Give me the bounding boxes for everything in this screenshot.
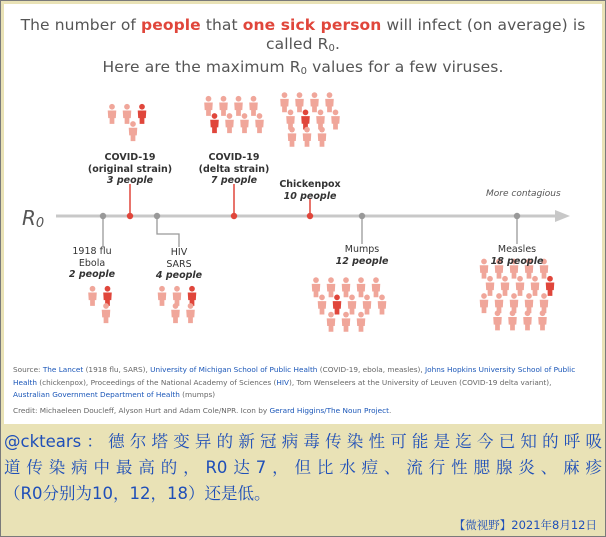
virus-count: 10 people <box>283 190 337 202</box>
person-icon <box>331 110 340 130</box>
footer-date: 【微视野】2021年8月12日 <box>453 518 597 532</box>
person-icon <box>342 312 351 332</box>
person-icon <box>372 277 381 297</box>
caption-line: @cktears：德尔塔变异的新冠病毒传染性可能是迄今已知的呼吸 <box>4 432 602 451</box>
sources-prefix: Source: <box>13 365 43 374</box>
sick-person-icon <box>546 276 555 296</box>
credit-link[interactable]: Gerard Higgins/The Noun Project <box>269 406 389 415</box>
person-icon <box>108 104 117 124</box>
person-icon <box>342 277 351 297</box>
virus-label <box>467 244 567 267</box>
person-icon <box>186 303 195 323</box>
more-contagious-label: More contagious <box>486 189 561 199</box>
virus-count: 3 people <box>106 175 154 186</box>
person-icon <box>348 295 357 315</box>
source-link-hiv[interactable]: HIV <box>276 377 290 387</box>
credit-text: Credit: Michaeleen Doucleff, Alyson Hurt and Adam Cole/NPR. Icon by <box>13 406 270 415</box>
sources-text: ), Tom Wenseleers at the University of Leuven (COVID-19 delta variant), <box>289 377 552 387</box>
person-icon <box>531 276 540 296</box>
headline-part: that <box>200 16 243 34</box>
person-icon <box>312 277 321 297</box>
person-icon <box>288 127 297 147</box>
virus-marker <box>231 213 237 219</box>
source-link-jhu[interactable]: Johns Hopkins University School of Public Health <box>13 365 576 387</box>
headline-people: people <box>141 16 201 34</box>
person-icon <box>378 295 387 315</box>
person-icon <box>303 127 312 147</box>
person-icon <box>480 293 489 313</box>
person-icon <box>325 92 334 112</box>
axis-label <box>22 206 44 231</box>
virus-marker <box>307 213 313 219</box>
axis-arrow <box>555 210 570 222</box>
headline-subscript: 0 <box>328 43 335 54</box>
sources-text: (chickenpox), Proceedings of the National Academy of Sciences ( <box>36 377 277 387</box>
sources-text: (1918 flu, SARS), <box>83 365 151 374</box>
person-icon <box>158 286 167 306</box>
virus-label <box>312 244 412 267</box>
virus-name-2: (original strain) <box>87 163 173 175</box>
person-icon <box>310 92 319 112</box>
headline-part: will infect (on average) is called R <box>265 16 586 53</box>
person-icon <box>234 96 243 116</box>
headline-line2: Here are the maximum R <box>102 58 301 76</box>
virus-marker <box>127 213 133 219</box>
virus-label <box>129 247 229 282</box>
person-icon <box>173 286 182 306</box>
virus-count: 7 people <box>210 175 258 186</box>
virus-count: 2 people <box>68 269 116 280</box>
virus-name: 1918 flu <box>72 246 112 257</box>
headline-sick-person: one sick person <box>242 16 382 34</box>
virus-count: 18 people <box>490 255 544 267</box>
virus-count: 4 people <box>155 270 203 281</box>
source-link-lancet[interactable]: The Lancet <box>42 365 84 374</box>
person-icon <box>357 277 366 297</box>
source-link-australia[interactable]: Australian Government Department of Health <box>13 390 180 399</box>
virus-marker <box>514 213 520 219</box>
person-icon <box>225 113 234 133</box>
virus-count: 12 people <box>335 255 389 267</box>
person-icon <box>523 310 532 330</box>
headline-line2-end: values for a few viruses. <box>307 58 504 76</box>
sick-person-icon <box>210 113 219 133</box>
virus-marker <box>154 213 160 219</box>
virus-name-2: (delta strain) <box>198 163 270 175</box>
person-icon <box>280 92 289 112</box>
person-icon <box>540 293 549 313</box>
axis-label-text: R <box>22 206 36 230</box>
person-icon <box>508 310 517 330</box>
person-icon <box>327 277 336 297</box>
sources-text: (mumps) <box>179 390 216 399</box>
person-icon <box>88 286 97 306</box>
axis-label-subscript: 0 <box>35 216 45 231</box>
headline-part: . <box>334 35 340 53</box>
caption-line: （R0分别为10，12，18）还是低。 <box>4 484 271 503</box>
person-icon <box>102 303 111 323</box>
person-icon <box>501 276 510 296</box>
person-icon <box>295 92 304 112</box>
person-icon <box>318 295 327 315</box>
credit-end: . <box>388 406 392 415</box>
caption-line: 道传染病中最高的，R0达7，但比水痘、流行性腮腺炎、麻疹 <box>4 458 602 477</box>
virus-marker <box>359 213 365 219</box>
person-icon <box>493 310 502 330</box>
person-icon <box>357 312 366 332</box>
virus-name: Chickenpox <box>279 179 341 190</box>
virus-name: COVID-19 <box>104 152 156 163</box>
virus-name-2: SARS <box>166 258 192 270</box>
sources <box>13 364 598 402</box>
person-icon <box>538 310 547 330</box>
virus-tick <box>157 216 179 247</box>
sick-person-icon <box>188 286 197 306</box>
person-icon <box>525 293 534 313</box>
person-icon <box>249 96 258 116</box>
person-icon <box>123 104 132 124</box>
caption <box>4 429 602 517</box>
virus-label <box>80 152 180 187</box>
person-icon <box>495 293 504 313</box>
sources-text: (COVID-19, ebola, measles), <box>317 365 426 374</box>
person-icon <box>204 96 213 116</box>
virus-name: Measles <box>497 244 537 255</box>
virus-name: COVID-19 <box>208 152 260 163</box>
headline-part: The number of <box>20 16 142 34</box>
credit-line <box>13 406 598 415</box>
person-icon <box>219 96 228 116</box>
sick-person-icon <box>333 295 342 315</box>
person-icon <box>286 110 295 130</box>
person-icon <box>318 127 327 147</box>
sick-person-icon <box>103 286 112 306</box>
person-icon <box>327 312 336 332</box>
virus-name-2: Ebola <box>78 257 106 269</box>
virus-label <box>42 246 142 281</box>
virus-label <box>260 179 360 202</box>
person-icon <box>516 276 525 296</box>
sick-person-icon <box>301 110 310 130</box>
person-icon <box>255 113 264 133</box>
sick-person-icon <box>138 104 147 124</box>
virus-name: Mumps <box>344 244 380 255</box>
person-icon <box>171 303 180 323</box>
headline-line2-subscript: 0 <box>300 66 308 77</box>
person-icon <box>129 121 138 141</box>
person-icon <box>240 113 249 133</box>
person-icon <box>486 276 495 296</box>
virus-marker <box>100 213 106 219</box>
person-icon <box>510 293 519 313</box>
source-link-umich[interactable]: University of Michigan School of Public Health <box>150 365 318 374</box>
infographic <box>4 4 602 424</box>
virus-name: HIV <box>170 247 188 258</box>
person-icon <box>363 295 372 315</box>
person-icon <box>316 110 325 130</box>
